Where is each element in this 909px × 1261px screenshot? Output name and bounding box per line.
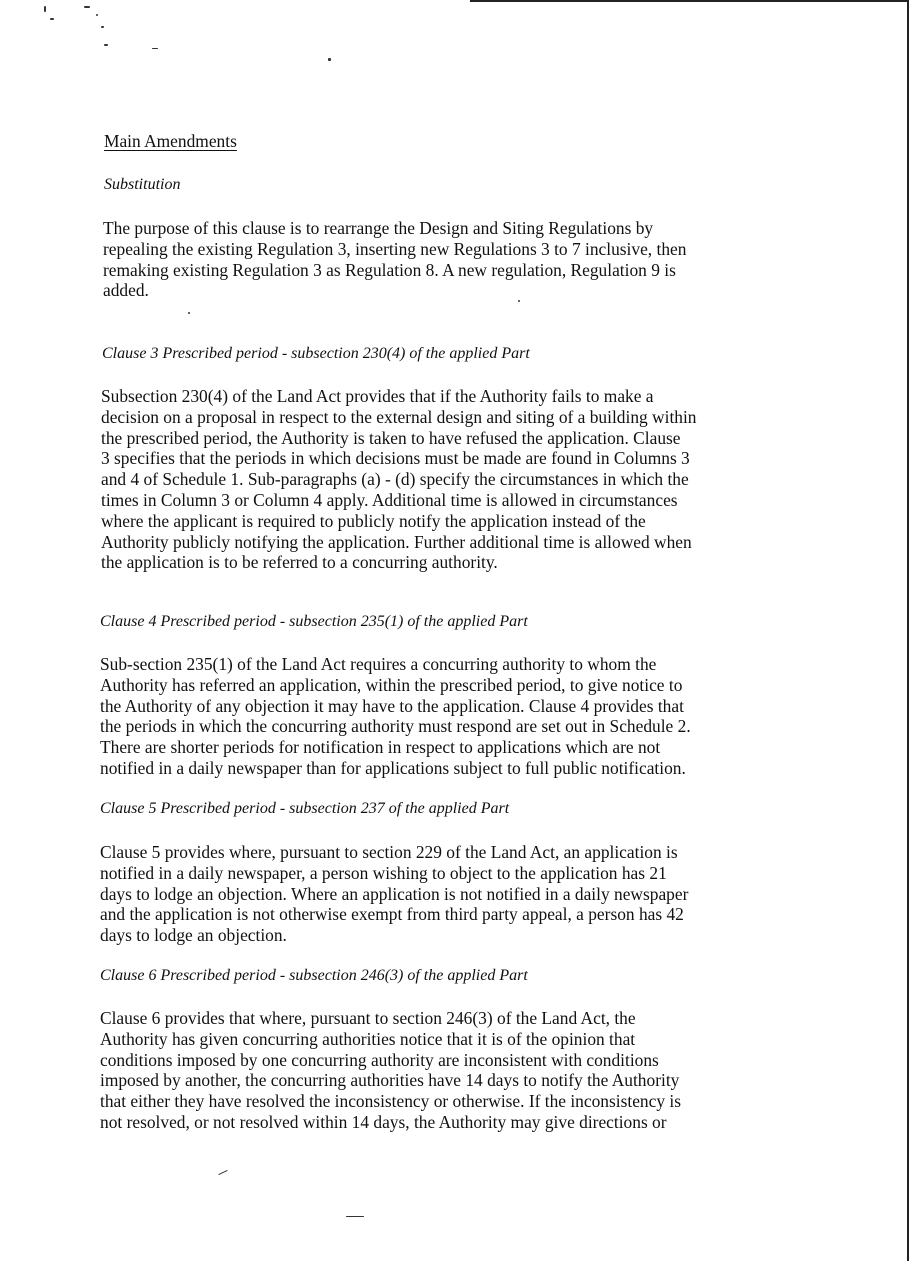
paragraph-line: imposed by another, the concurring authorities have 14 days to notify the Authority (100, 1070, 680, 1091)
paragraph-line: There are shorter periods for notification in respect to applications which are not (100, 737, 661, 758)
paragraph-line: the prescribed period, the Authority is taken to have refused the application. Clause (101, 427, 681, 448)
paragraph-line: where the applicant is required to publicly notify the application instead of the (101, 510, 646, 531)
scan-speck (84, 6, 90, 8)
paragraph-line: 3 specifies that the periods in which decisions must be made are found in Columns 3 (101, 448, 690, 469)
paragraph-line: Authority publicly notifying the application. Further additional time is allowed when (101, 531, 692, 552)
paragraph-line: the periods in which the concurring authority must respond are set out in Schedule 2. (100, 716, 691, 737)
paragraph-line: and the application is not otherwise exempt from third party appeal, a person has 42 (100, 904, 684, 925)
paragraph-line: Subsection 230(4) of the Land Act provides that if the Authority fails to make a (101, 386, 654, 406)
main-heading: Main Amendments (104, 131, 237, 151)
scan-speck (96, 14, 98, 16)
page-edge-top (470, 0, 909, 2)
scan-speck (346, 1216, 364, 1217)
paragraph-line: Authority has given concurring authorities notice that it is of the opinion that (100, 1028, 636, 1049)
paragraph-line: Sub-section 235(1) of the Land Act requires a concurring authority to whom the (100, 654, 657, 674)
section-paragraph (100, 654, 691, 779)
paragraph-line: Authority has referred an application, within the prescribed period, to give notice to (100, 674, 683, 695)
paragraph-line: the application is to be referred to a concurring authority. (101, 552, 498, 573)
scan-speck (152, 48, 158, 49)
section-paragraph (101, 386, 697, 573)
paragraph-line: and 4 of Schedule 1. Sub-paragraphs (a) - (d) specify the circumstances in which the (101, 469, 689, 490)
paragraph-line: added. (103, 280, 149, 301)
paragraph-line: the Authority of any objection it may have to the application. Clause 4 provides that (100, 695, 684, 716)
scan-speck (104, 44, 108, 46)
scan-speck (328, 58, 331, 61)
section-heading: Clause 6 Prescribed period - subsection 246(3) of the applied Part (100, 967, 528, 984)
section-heading: Substitution (104, 176, 181, 193)
paragraph-line: Clause 6 provides that where, pursuant to section 246(3) of the Land Act, the (100, 1008, 636, 1028)
section-heading: Clause 5 Prescribed period - subsection 237 of the applied Part (100, 800, 510, 817)
paragraph-line: remaking existing Regulation 3 as Regulation 8. A new regulation, Regulation 9 is (103, 259, 676, 280)
section-paragraph (103, 218, 686, 301)
paragraph-line: The purpose of this clause is to rearrange the Design and Siting Regulations by (103, 218, 654, 238)
scan-speck (50, 18, 54, 20)
scan-speck (44, 6, 46, 12)
section-heading: Clause 4 Prescribed period - subsection 235(1) of the applied Part (100, 613, 528, 630)
paragraph-line: days to lodge an objection. (100, 925, 287, 946)
scan-speck (218, 1170, 227, 1175)
scan-speck (188, 312, 190, 314)
paragraph-line: Clause 5 provides where, pursuant to section 229 of the Land Act, an application is (100, 842, 678, 862)
paragraph-line: decision on a proposal in respect to the external design and siting of a building within (101, 406, 697, 427)
paragraph-line: days to lodge an objection. Where an application is not notified in a daily newspaper (100, 883, 689, 904)
paragraph-line: times in Column 3 or Column 4 apply. Additional time is allowed in circumstances (101, 489, 678, 510)
paragraph-line: that either they have resolved the inconsistency or otherwise. If the inconsistency is (100, 1091, 681, 1112)
paragraph-line: repealing the existing Regulation 3, inserting new Regulations 3 to 7 inclusive, then (103, 238, 687, 259)
section-paragraph (100, 1008, 681, 1133)
scan-speck (101, 26, 104, 28)
section-heading: Clause 3 Prescribed period - subsection 230(4) of the applied Part (102, 345, 530, 362)
paragraph-line: not resolved, or not resolved within 14 days, the Authority may give directions or (100, 1111, 667, 1132)
paragraph-line: notified in a daily newspaper, a person wishing to object to the application has 21 (100, 862, 667, 883)
paragraph-line: conditions imposed by one concurring authority are inconsistent with conditions (100, 1049, 659, 1070)
paragraph-line: notified in a daily newspaper than for applications subject to full public notification. (100, 757, 686, 778)
section-paragraph (100, 842, 688, 946)
